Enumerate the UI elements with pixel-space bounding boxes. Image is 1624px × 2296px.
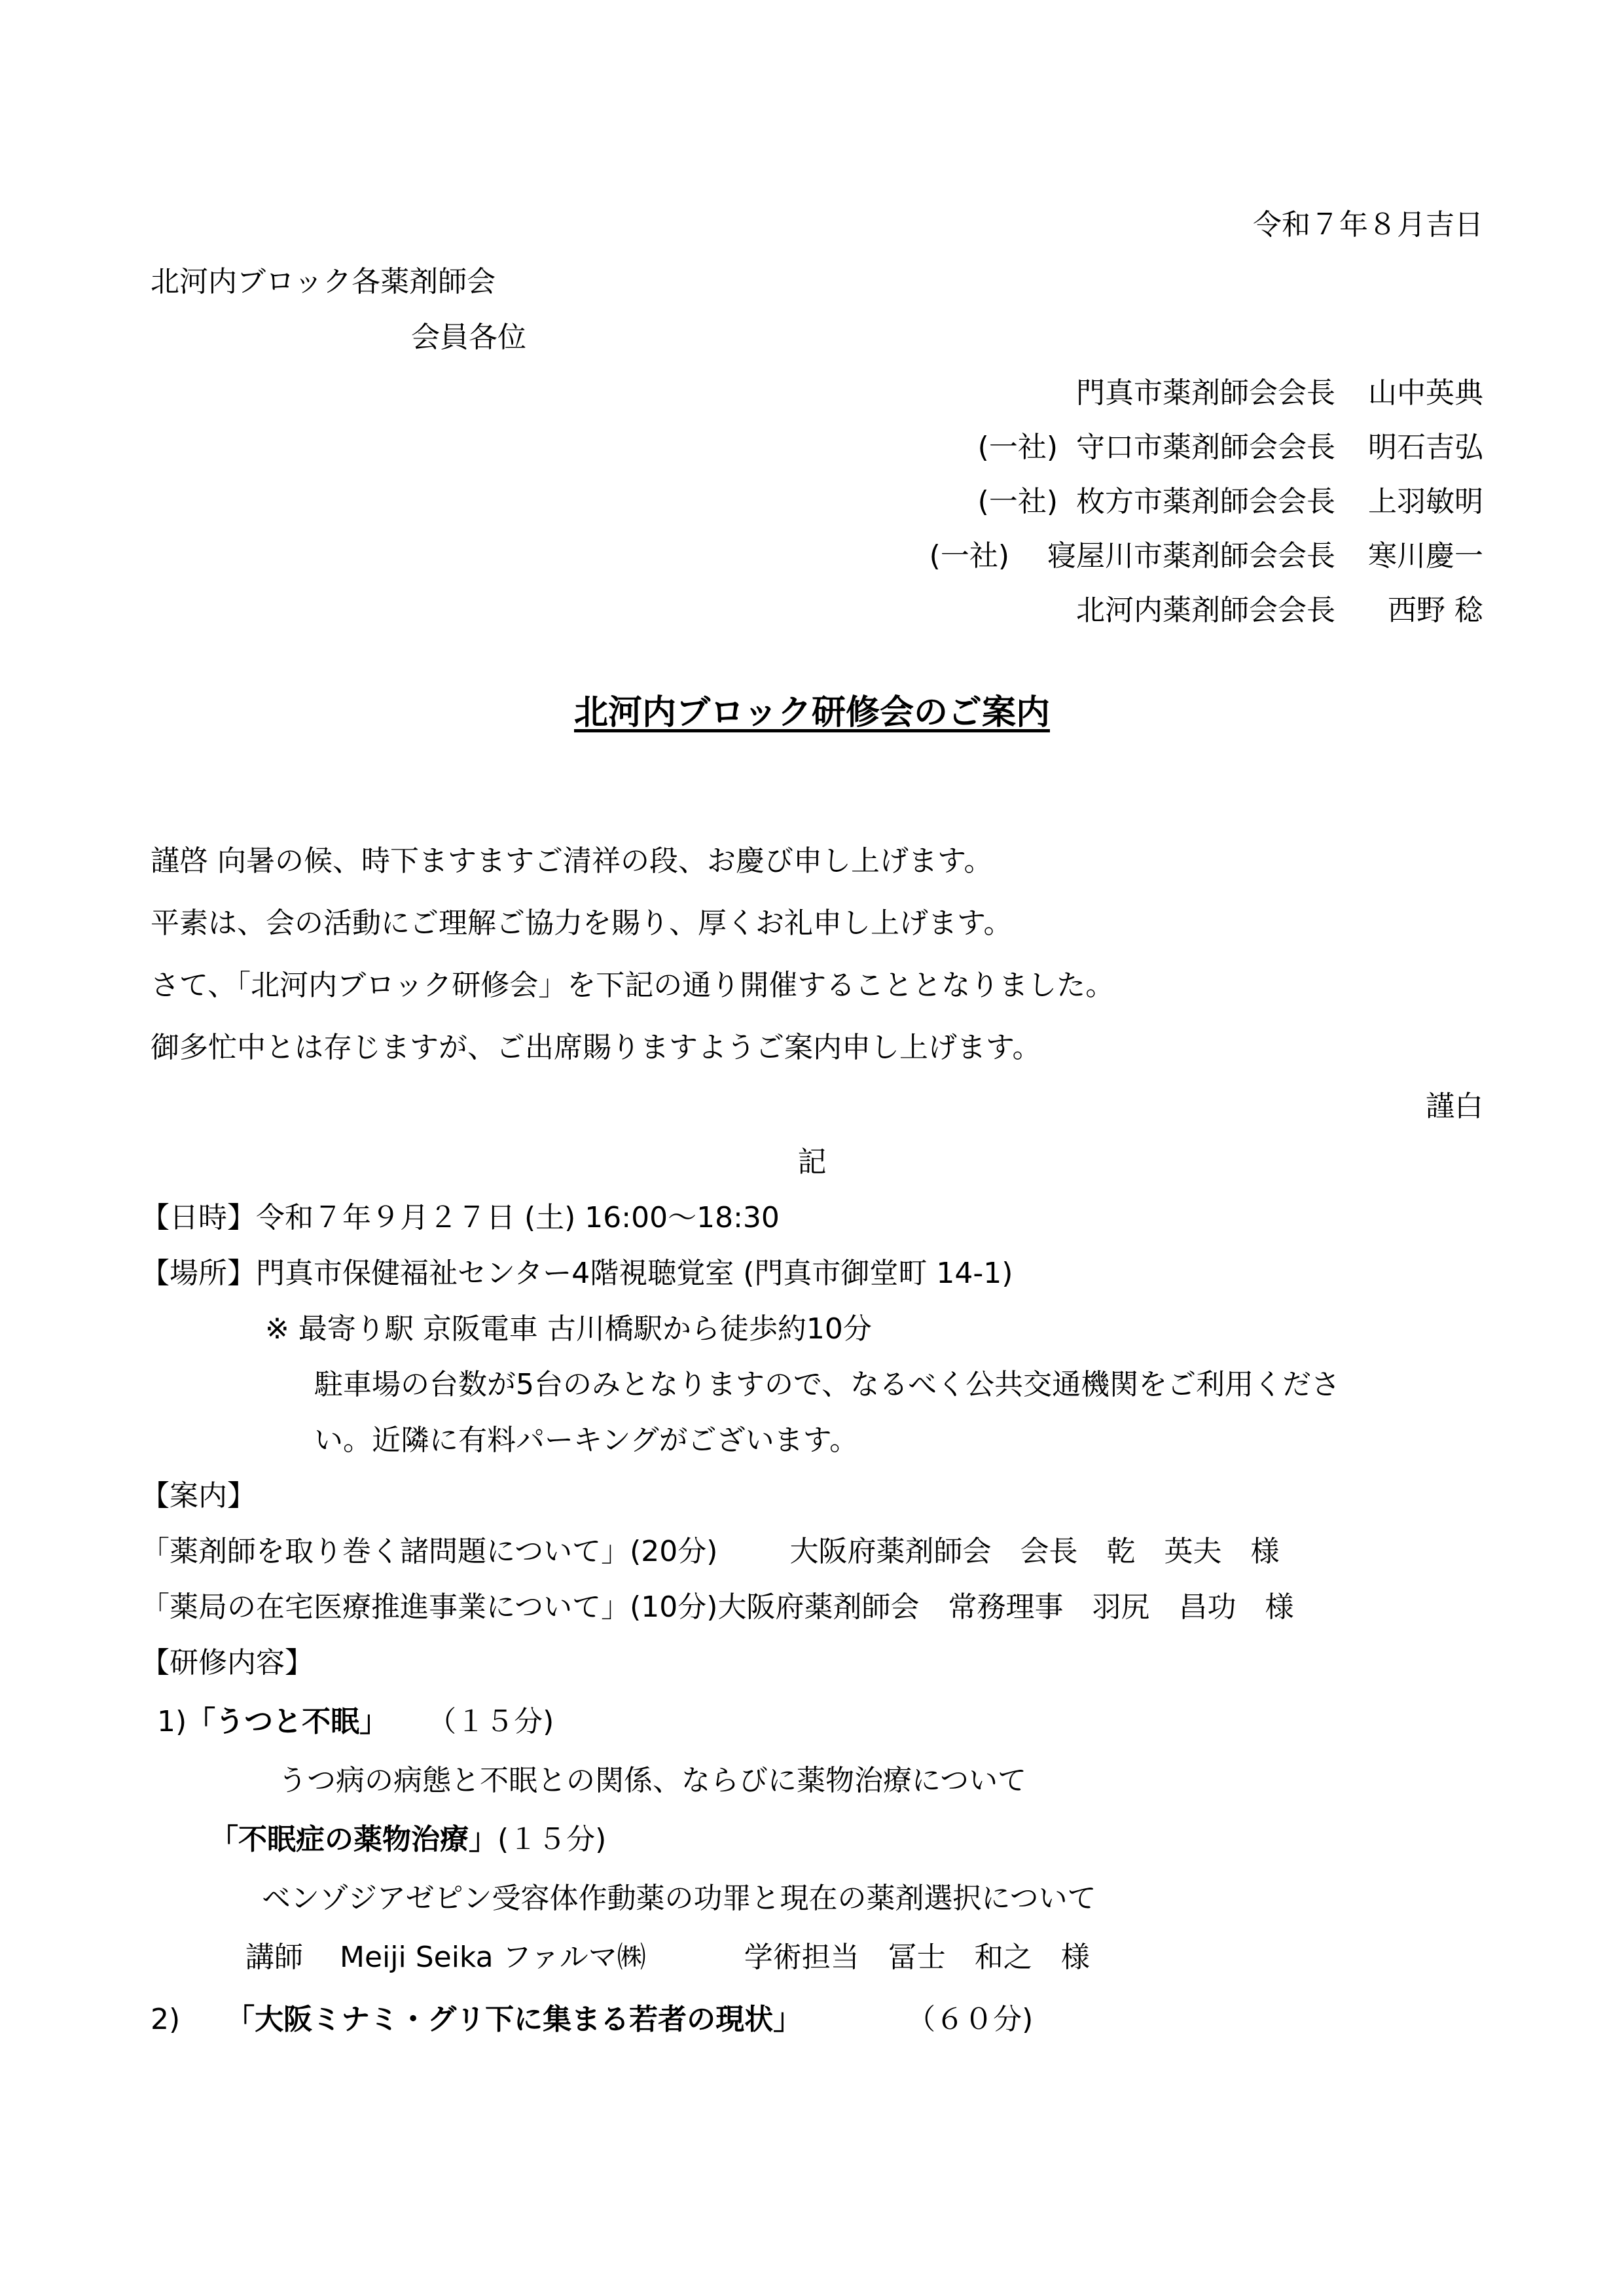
sender-title: 守口市薬剤師会会長	[1076, 431, 1335, 464]
guide-speaker: 大阪府薬剤師会 常務理事 羽尻 昌功 様	[717, 1590, 1294, 1624]
access-note: い。近隣に有料パーキングがございます。	[314, 1424, 859, 1457]
body-line: 平素は、会の活動にご理解ご協力を賜り、厚くお礼申し上げます。	[151, 906, 1013, 940]
body-line: さて、「北河内ブロック研修会」を下記の通り開催することとなりました。	[151, 969, 1115, 1002]
datetime-value: 令和７年９月２７日 (土) 16:00～18:30	[256, 1201, 780, 1234]
sender-name: 西野 稔	[1388, 594, 1483, 627]
guide-label: 【案内】	[141, 1479, 256, 1513]
date: 令和７年８月吉日	[1253, 208, 1483, 242]
sender-title: 北河内薬剤師会会長	[1076, 594, 1335, 627]
place-label: 【場所】	[141, 1257, 256, 1290]
sender-name: 寒川慶一	[1368, 539, 1483, 573]
closing: 謹白	[1426, 1090, 1483, 1123]
item-title: 「大阪ミナミ・グリ下に集まる若者の現状」	[226, 2003, 803, 2036]
item-time: （６０分)	[907, 2003, 1034, 2036]
item-time: (１５分)	[497, 1823, 607, 1856]
sender-name: 山中英典	[1368, 376, 1483, 410]
guide-topic: 「薬剤師を取り巻く諸問題について」(20分)	[141, 1535, 718, 1568]
sender-name: 明石吉弘	[1368, 431, 1483, 464]
guide-topic: 「薬局の在宅医療推進事業について」(10分)	[141, 1590, 718, 1624]
lecturer-company: Meiji Seika ファルマ㈱	[340, 1941, 646, 1974]
page-title: 北河内ブロック研修会のご案内	[574, 693, 1050, 732]
sender	[978, 485, 1483, 520]
sender-prefix: (一社)	[977, 485, 1058, 518]
access-note: 駐車場の台数が5台のみとなりますので、なるべく公共交通機関をご利用くださ	[314, 1368, 1341, 1401]
sender-name: 上羽敏明	[1368, 485, 1483, 518]
body-line: 謹啓 向暑の候、時下ますますご清祥の段、お慶び申し上げます。	[151, 844, 993, 878]
sender-title: 寝屋川市薬剤師会会長	[1047, 539, 1335, 573]
sender	[929, 539, 1483, 574]
sender-prefix: (一社)	[929, 539, 1009, 573]
place-value: 門真市保健福祉センター4階視聴覚室 (門真市御堂町 14-1)	[256, 1257, 1013, 1290]
body-line: 御多忙中とは存じますが、ご出席賜りますようご案内申し上げます。	[151, 1031, 1041, 1064]
item-number: 1)	[157, 1705, 187, 1738]
sender-prefix: (一社)	[977, 431, 1058, 464]
item-number: 2)	[151, 2003, 181, 2036]
ki-heading: 記	[797, 1145, 827, 1179]
recipient-org: 北河内ブロック各薬剤師会	[151, 265, 496, 298]
lecturer-name: 学術担当 冨士 和之 様	[744, 1941, 1090, 1974]
training-item-2	[151, 2003, 1033, 2037]
guide-speaker: 大阪府薬剤師会 会長 乾 英夫 様	[789, 1535, 1280, 1568]
guide-item	[141, 1535, 1279, 1570]
training-item-1	[157, 1705, 554, 1740]
training-label: 【研修内容】	[141, 1646, 314, 1679]
item-description: ベンゾジアゼピン受容体作動薬の功罪と現在の薬剤選択について	[262, 1882, 1096, 1915]
sender	[1076, 376, 1483, 411]
sender	[1076, 594, 1483, 628]
item-description: うつ病の病態と不眠との関係、ならびに薬物治療について	[278, 1764, 1027, 1797]
sender	[978, 431, 1483, 465]
lecturer	[245, 1941, 1090, 1975]
access-note: ※ 最寄り駅 京阪電車 古川橋駅から徒歩約10分	[265, 1312, 872, 1346]
datetime	[141, 1201, 780, 1236]
place	[141, 1257, 1013, 1291]
item-title: 「不眠症の薬物治療」	[209, 1823, 497, 1856]
datetime-label: 【日時】	[141, 1201, 256, 1234]
item-time: （１５分)	[427, 1705, 554, 1738]
recipient-members: 会員各位	[411, 321, 526, 354]
sender-title: 枚方市薬剤師会会長	[1076, 485, 1335, 518]
lecturer-label: 講師	[245, 1941, 303, 1974]
item-title: 「うつと不眠」	[187, 1705, 389, 1738]
sender-title: 門真市薬剤師会会長	[1076, 376, 1335, 410]
training-subitem	[209, 1823, 606, 1857]
guide-item	[141, 1590, 1293, 1625]
